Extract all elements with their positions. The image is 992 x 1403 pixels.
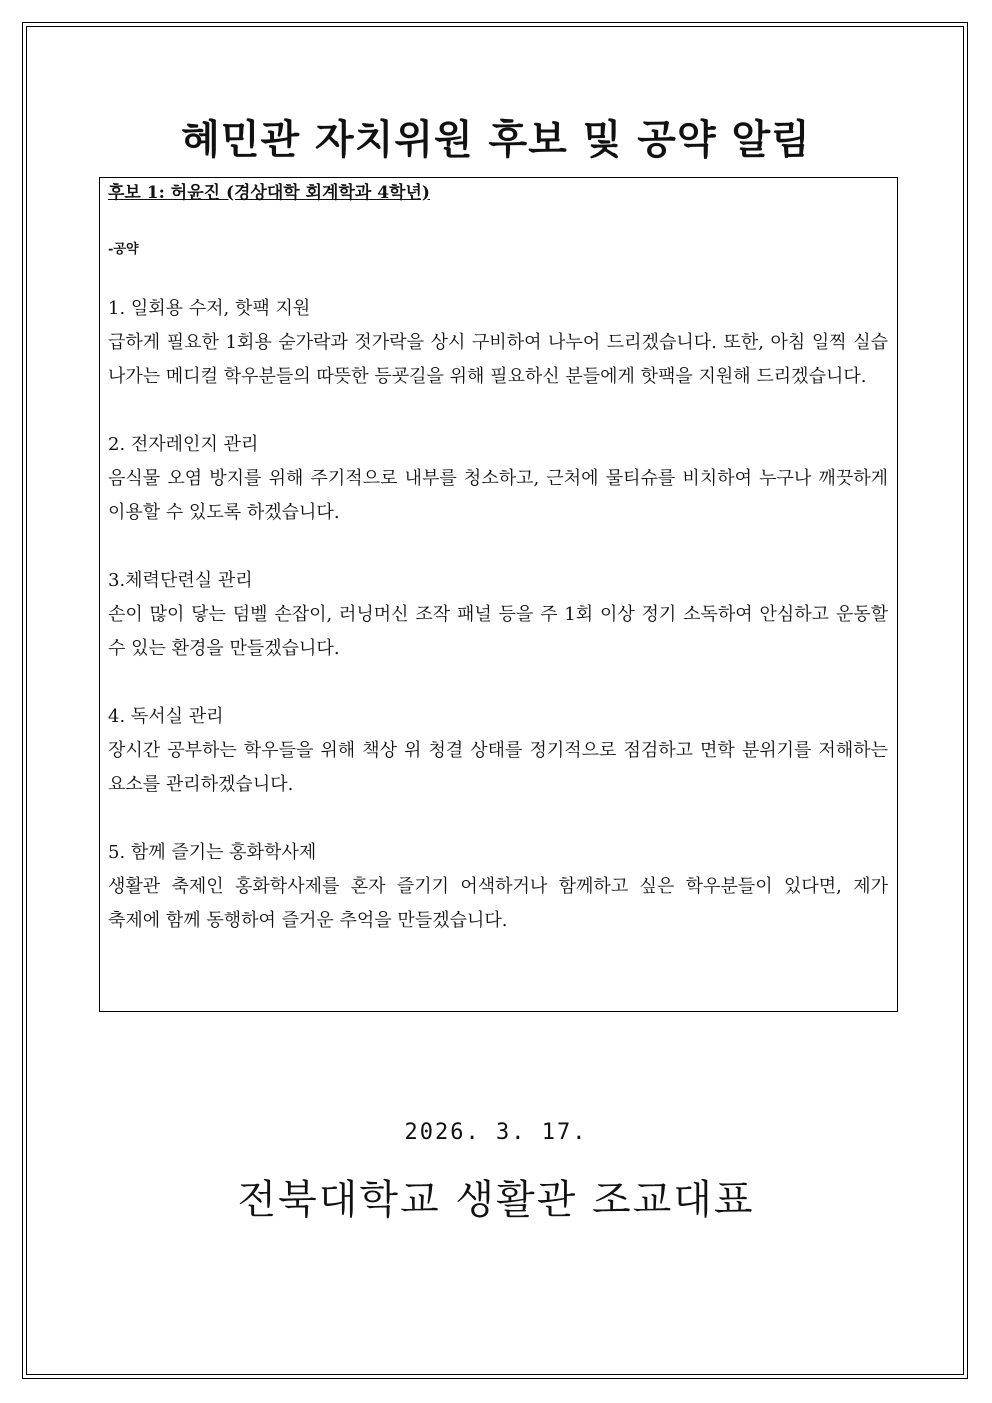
pledge-description: 생활관 축제인 홍화학사제를 혼자 즐기기 어색하거나 함께하고 싶은 학우분들이 있다면, 제가 축제에 함께 동행하여 즐거운 추억을 만들겠습니다. xyxy=(108,876,888,931)
document-date: 2026. 3. 17. xyxy=(404,1120,588,1145)
signer-name: 전북대학교 생활관 조교대표 xyxy=(237,1177,755,1223)
pledge-description: 급하게 필요한 1회용 숟가락과 젓가락을 상시 구비하여 나누어 드리겠습니다. 또한, 아침 일찍 실습 나가는 메디컬 학우분들의 따뜻한 등굣길을 위해 필요하신 분들에게 핫팩을 지원해 드리겠습니다. xyxy=(108,332,888,387)
pledge-title: 1. 일회용 수저, 핫팩 지원 xyxy=(108,298,311,319)
pledge-item xyxy=(108,836,888,938)
pledge-item xyxy=(108,564,888,666)
pledge-item xyxy=(108,700,888,802)
pledge-item xyxy=(108,292,888,394)
pledge-description: 음식물 오염 방지를 위해 주기적으로 내부를 청소하고, 근처에 물티슈를 비치하여 누구나 깨끗하게 이용할 수 있도록 하겠습니다. xyxy=(108,468,888,523)
pledge-item xyxy=(108,428,888,530)
pledge-header: -공약 xyxy=(108,242,139,257)
pledge-title: 3.체력단련실 관리 xyxy=(108,570,253,591)
document-title: 혜민관 자치위원 후보 및 공약 알림 xyxy=(181,116,811,163)
candidate-box xyxy=(99,177,898,1012)
candidate-heading: 후보 1: 허윤진 (경상대학 회계학과 4학년) xyxy=(108,183,430,203)
pledge-title: 2. 전자레인지 관리 xyxy=(108,434,259,455)
pledge-title: 5. 함께 즐기는 홍화학사제 xyxy=(108,842,317,863)
pledge-description: 손이 많이 닿는 덤벨 손잡이, 러닝머신 조작 패널 등을 주 1회 이상 정기 소독하여 안심하고 운동할 수 있는 환경을 만들겠습니다. xyxy=(108,604,888,659)
pledge-title: 4. 독서실 관리 xyxy=(108,706,224,727)
pledge-description: 장시간 공부하는 학우들을 위해 책상 위 청결 상태를 정기적으로 점검하고 면학 분위기를 저해하는 요소를 관리하겠습니다. xyxy=(108,740,888,795)
